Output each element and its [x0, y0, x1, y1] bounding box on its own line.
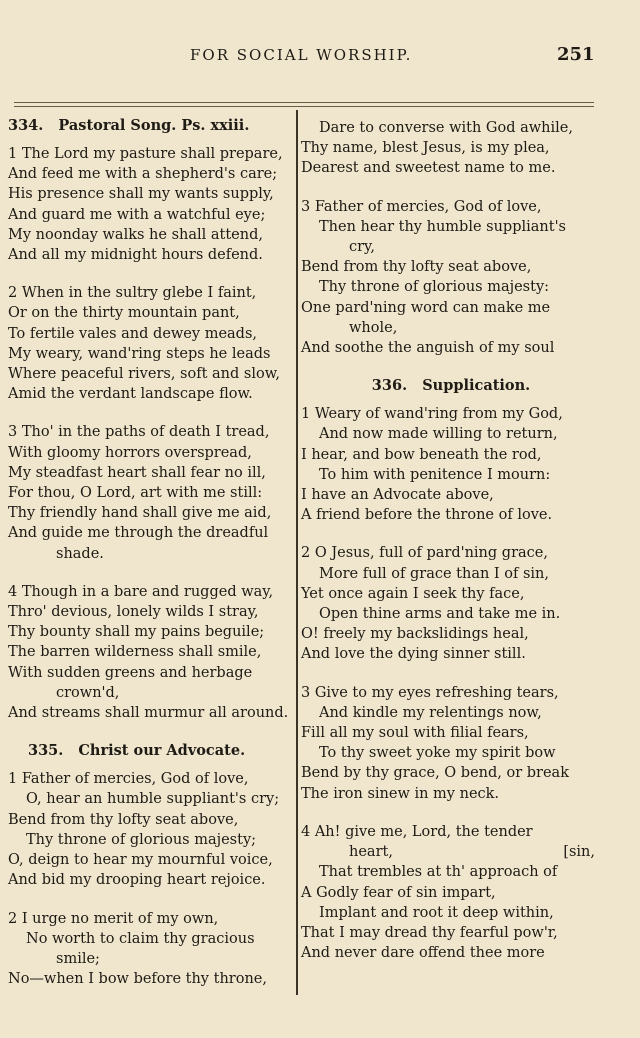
stanza-334-2 [8, 283, 294, 404]
verse-line: Thro' devious, lonely wilds I stray, [8, 604, 259, 621]
verse-line: 3 Tho' in the paths of death I tread, [8, 424, 270, 441]
verse-line: O! freely my backslidings heal, [301, 626, 529, 643]
verse-line: Thy throne of glorious majesty; [26, 831, 257, 848]
verse-line: Dare to converse with God awhile, [319, 120, 573, 136]
verse-line: Then hear thy humble suppliant's [319, 218, 567, 235]
verse-line: And all my midnight hours defend. [8, 247, 263, 264]
verse-line: To him with penitence I mourn: [319, 466, 551, 483]
verse-line: Open thine arms and take me in. [319, 606, 561, 623]
verse-line: And streams shall murmur all around. [8, 705, 289, 722]
verse-line: And bid my drooping heart rejoice. [8, 872, 266, 889]
verse-line: 2 I urge no merit of my own, [8, 910, 219, 927]
verse-line: A friend before the throne of love. [301, 507, 553, 524]
verse-line: The barren wilderness shall smile, [8, 644, 262, 661]
verse-line-turnover [301, 842, 601, 862]
verse-line: 3 Give to my eyes refreshing tears, [301, 684, 559, 701]
verse-line: Bend from thy lofty seat above, [301, 259, 532, 276]
left-column [8, 116, 294, 1007]
stanza-336-4 [301, 822, 601, 963]
verse-line: More full of grace than I of sin, [319, 565, 549, 582]
turnover-word: heart, [349, 844, 393, 861]
verse-line: His presence shall my wants supply, [8, 186, 274, 203]
verse-line: And soothe the anguish of my soul [301, 340, 555, 357]
verse-line: 1 The Lord my pasture shall prepare, [8, 146, 283, 162]
verse-line: 2 When in the sultry glebe I faint, [8, 285, 257, 302]
hymn-heading-336 [301, 376, 601, 396]
hymn-heading-335 [8, 741, 294, 761]
stanza-335-2 [8, 909, 294, 990]
hymn-title: Christ our Advocate. [78, 742, 246, 760]
right-column [301, 116, 601, 981]
verse-line: That trembles at th' approach of [319, 864, 558, 881]
verse-line: O, hear an humble suppliant's cry; [26, 791, 280, 808]
stanza-336-2 [301, 543, 601, 664]
verse-line-turnover: whole, [349, 319, 398, 336]
verse-line-turnover: crown'd, [56, 684, 120, 701]
verse-line: I have an Advocate above, [301, 487, 494, 504]
verse-line: 3 Father of mercies, God of love, [301, 198, 542, 215]
header-rule [14, 102, 594, 103]
verse-line: 1 Weary of wand'ring from my God, [301, 406, 563, 423]
verse-line: To thy sweet yoke my spirit bow [319, 745, 556, 762]
verse-line-turnover: cry, [349, 239, 375, 256]
verse-line: And guard me with a watchful eye; [8, 206, 266, 223]
verse-line: I hear, and bow beneath the rod, [301, 446, 542, 463]
verse-line: With gloomy horrors overspread, [8, 444, 252, 461]
stanza-335-3 [301, 197, 601, 359]
column-divider [296, 110, 298, 995]
hymn-heading-334 [8, 116, 294, 136]
verse-line: Thy bounty shall my pains beguile; [8, 624, 265, 641]
verse-line: 2 O Jesus, full of pard'ning grace, [301, 545, 548, 562]
stanza-336-1 [301, 404, 601, 525]
verse-line: Bend from thy lofty seat above, [8, 811, 239, 828]
hymn-number: 334. [8, 117, 44, 134]
running-title: FOR SOCIAL WORSHIP. [190, 46, 413, 64]
verse-line: To fertile vales and dewey meads, [8, 325, 257, 342]
verse-line-turnover: shade. [56, 545, 104, 562]
verse-line: Amid the verdant landscape flow. [8, 386, 253, 403]
hymn-title: Supplication. [422, 377, 531, 395]
verse-line: For thou, O Lord, art with me still: [8, 485, 263, 502]
turnover-bracket: [sin, [563, 844, 595, 861]
verse-line: 1 Father of mercies, God of love, [8, 771, 249, 788]
verse-line: Dearest and sweetest name to me. [301, 160, 556, 177]
stanza-335-1 [8, 769, 294, 890]
stanza-334-4 [8, 582, 294, 723]
verse-line: My noonday walks he shall attend, [8, 226, 263, 243]
verse-line: Yet once again I seek thy face, [301, 585, 525, 602]
verse-line: My steadfast heart shall fear no ill, [8, 464, 266, 481]
verse-line: No worth to claim thy gracious [26, 930, 255, 947]
running-header [0, 44, 640, 70]
verse-line: Thy friendly hand shall give me aid, [8, 505, 272, 522]
hymn-title: Pastoral Song. Ps. xxiii. [58, 117, 250, 134]
verse-line: And never dare offend thee more [301, 945, 545, 962]
verse-line: Fill all my soul with filial fears, [301, 725, 529, 742]
hymn-number: 336. [371, 377, 408, 395]
verse-line: 4 Ah! give me, Lord, the tender [301, 823, 533, 840]
verse-line: No—when I bow before thy throne, [8, 971, 267, 988]
stanza-335-2-continued [301, 118, 601, 179]
verse-line: Thy name, blest Jesus, is my plea, [301, 140, 550, 157]
verse-line-turnover: smile; [56, 950, 100, 967]
verse-line: One pard'ning word can make me [301, 299, 551, 316]
stanza-334-3 [8, 422, 294, 563]
verse-line: And guide me through the dreadful [8, 525, 269, 542]
verse-line: Thy throne of glorious majesty: [319, 279, 550, 296]
hymn-number: 335. [28, 742, 64, 760]
page-number: 251 [557, 44, 595, 65]
verse-line: O, deign to hear my mournful voice, [8, 852, 273, 869]
verse-line: And love the dying sinner still. [301, 646, 526, 663]
stanza-334-1 [8, 144, 294, 265]
verse-line: Bend by thy grace, O bend, or break [301, 765, 569, 782]
verse-line: Where peaceful rivers, soft and slow, [8, 366, 280, 383]
verse-line: 4 Though in a bare and rugged way, [8, 583, 274, 600]
verse-line: And kindle my relentings now, [319, 704, 542, 721]
stanza-336-3 [301, 683, 601, 804]
verse-line: The iron sinew in my neck. [301, 785, 500, 802]
verse-line: My weary, wand'ring steps he leads [8, 345, 271, 362]
verse-line: A Godly fear of sin impart, [301, 884, 496, 901]
header-rule-thin [14, 106, 594, 107]
verse-line: Or on the thirty mountain pant, [8, 305, 240, 322]
verse-line: Implant and root it deep within, [319, 904, 554, 921]
verse-line: And feed me with a shepherd's care; [8, 166, 278, 183]
verse-line: That I may dread thy fearful pow'r, [301, 924, 558, 941]
verse-line: With sudden greens and herbage [8, 664, 253, 681]
verse-line: And now made willing to return, [319, 426, 558, 443]
